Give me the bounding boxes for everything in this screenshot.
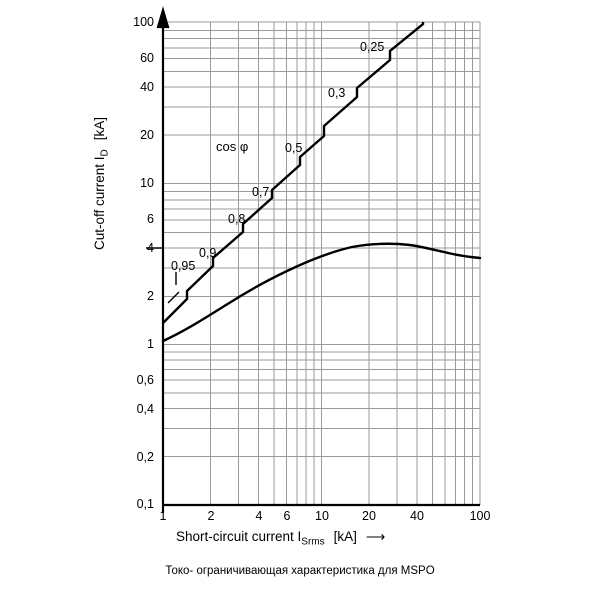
- y-tick-0-4: 0,4: [136, 402, 154, 416]
- x-tick-6: 6: [283, 509, 291, 523]
- y-tick-1: 1: [147, 337, 154, 351]
- x-tick-40: 40: [410, 509, 424, 523]
- y-tick-60: 60: [140, 51, 154, 65]
- curve-label-0-3: 0,3: [328, 86, 346, 100]
- y-axis-title-main: Cut-off current I: [92, 156, 107, 250]
- x-axis-title: [176, 529, 385, 548]
- y-tick-6: 6: [147, 212, 154, 226]
- y-axis-title-sub: D: [99, 149, 111, 157]
- curve-label-0-7: 0,7: [252, 185, 270, 199]
- x-tick-1: 1: [159, 509, 167, 523]
- curve-label-0-25: 0,25: [360, 40, 385, 54]
- x-axis-arrow-icon: ⟶: [365, 529, 386, 544]
- y-tick-10: 10: [140, 176, 154, 190]
- x-tick-4: 4: [255, 509, 263, 523]
- cos-phi-label: cos φ: [216, 139, 249, 154]
- grid-lines: [163, 22, 480, 505]
- y-tick-20: 20: [140, 128, 154, 142]
- y-tick-100: 100: [133, 15, 154, 29]
- curve-label-0-9: 0,9: [199, 246, 217, 260]
- curve-label-0-95: 0,95: [171, 259, 196, 273]
- figure-caption: Токо- ограничивающая характеристика для MSPO: [165, 565, 435, 577]
- y-tick-2: 2: [147, 289, 154, 303]
- y-tick-0-2: 0,2: [136, 450, 154, 464]
- y-tick-0-6: 0,6: [136, 373, 154, 387]
- curve-label-0-8: 0,8: [228, 212, 246, 226]
- x-tick-10: 10: [315, 509, 329, 523]
- y-tick-4: 4: [147, 241, 154, 255]
- x-tick-2: 2: [207, 509, 215, 523]
- x-tick-20: 20: [362, 509, 376, 523]
- x-axis-title-unit: [kA]: [333, 529, 357, 544]
- curve-label-0-5: 0,5: [285, 141, 303, 155]
- y-axis-title: [92, 117, 111, 250]
- x-axis-title-main: Short-circuit current I: [176, 529, 302, 544]
- y-tick-40: 40: [140, 80, 154, 94]
- x-axis-title-sub: Srms: [301, 536, 325, 548]
- y-axis-title-unit: [kA]: [92, 116, 107, 141]
- y-tick-0-1: 0,1: [136, 497, 154, 511]
- x-tick-100: 100: [469, 509, 491, 523]
- cos-phi-step-line: [163, 22, 423, 323]
- axis-lines: [158, 10, 480, 513]
